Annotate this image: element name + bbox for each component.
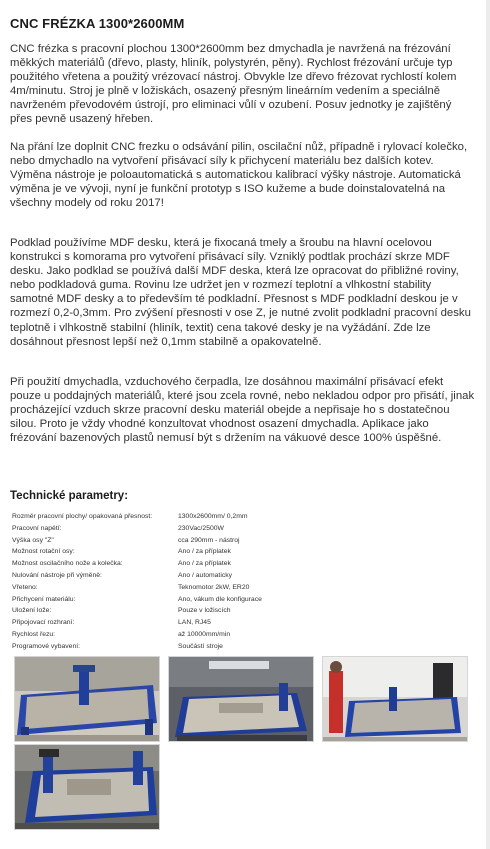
description-paragraph-3: Podklad používíme MDF desku, která je fixocaná tmely a šroubu na hlavní ocelovou konstrukci s komorama pro vytvoření přisávací síly. Vzniklý podtlak prochází skrze MDF desku. Jako podklad se používá další MDF deska, která lze opracovat do přibližné roviny, nebo podkladová guma. Rovinu lze udržet jen v rozmezí teplotní a vlhkostní stability samotné MDF desky a to především té podkladní. Přesnost s MDF podkladní deskou je v rozmezí 0,2-0,3mm. Pro zvýšení přesnosti v ose Z, je nutné zvolit podkladní pracovní desku teplotně i vlhkostně stabilní (hliník, textit) cena takové desky je na vyžádání. Zde lze dosáhnout přesnost lepší než 0,1mm stabilně a opakovatelně. [10,237,471,348]
cnc-machine-photo-icon [15,657,159,741]
table-row [10,546,262,558]
param-label: Připojovací rozhraní: [12,619,75,627]
scrollbar-track[interactable] [486,0,490,849]
params-table [10,511,262,653]
cnc-machine-photo-icon [15,745,159,829]
gallery-photo-2[interactable] [168,656,314,742]
param-label: Přichycení materiálu: [12,595,76,603]
param-value: Ano / za příplatek [178,560,231,568]
param-label: Nulování nástroje při výměně: [12,571,102,579]
cnc-machine-photo-icon [169,657,313,741]
param-value: 230Vac/2500W [178,524,224,532]
gallery-photo-3[interactable] [322,656,468,742]
table-row [10,570,262,582]
param-label: Rychlost řezu: [12,630,56,638]
table-row [10,511,262,523]
param-label: Možnost rotační osy: [12,548,75,556]
param-value: až 10000mm/min [178,630,231,638]
param-label: Výška osy "Z" [12,536,54,544]
param-label: Uložení lože: [12,607,52,615]
gallery-photo-1[interactable] [14,656,160,742]
param-value: Ano / za příplatek [178,548,231,556]
description-paragraph-1: CNC frézka s pracovní plochou 1300*2600mm bez dmychadla je navržená na frézování měkkých materiálů (dřevo, plasty, hliník, polystyrén, pěny). Rychlost frézování určuje typ použitého vřetena a použitý vrézovací nástroj. Obvykle lze dřevo frézovat rychlostí kolem 4m/minutu. Stroj je plně v ložiskách, osazený přesným lineárním vedením a speciálně navrženém převodovém ústrojí, pro eliminaci vůlí v ozubení. Posuv jednotky je zajištěný přes pevně usazený hřeben. [10,43,457,126]
table-row [10,641,262,653]
table-row [10,535,262,547]
param-value: Pouze v ložiscích [178,607,231,615]
description-paragraph-4: Při použití dmychadla, vzduchového čerpadla, lze dosáhnou maximální přisávací efekt pouze u poddajných materiálů, které jsou zcela rovné, nebo nekladou odpor pro přisátí, jinak procházející vzduch skrze pracovní desku materiál obejde a nepřisaje ho s dostatečnou silou. Proto je vždy vhodné konzultovat vhodnost osazení dmychadla. Aplikace jako frézování bazenových plastů nemusí být s držením na vákuové desce 100% úspěšné. [10,376,475,445]
table-row [10,617,262,629]
description-paragraph-2: Na přání lze doplnit CNC frezku o odsávání pilin, oscilační nůž, případně i rylovací kolečko, nebo dmychadlo na vytvoření přisávací síly k přichycení materiálu bez dalších kotev. Výměna nástroje je poloautomatická s automatickou kalibrací výšky nástroje. Automatická výměna je ve vývoji, nyní je funkční prototyp s ISO kužeme a bude doinstalovatelná na všechny modely od roku 2017! [10,141,468,210]
param-value: LAN, RJ45 [178,619,211,627]
param-value: Ano / automaticky [178,571,233,579]
param-label: Rozměr pracovní plochy/ opakovaná přesnost: [12,513,153,520]
table-row [10,594,262,606]
table-row [10,605,262,617]
page-title: CNC FRÉZKA 1300*2600MM [10,16,185,31]
param-label: Vřeteno: [12,583,38,591]
gallery-photo-4[interactable] [14,744,160,830]
param-value: cca 290mm - nástroj [178,536,240,544]
param-value: Teknomotor 2kW, ER20 [178,583,250,591]
params-heading: Technické parametry: [10,490,129,502]
cnc-machine-photo-icon [323,657,467,741]
param-value: 1300x2600mm/ 0,2mm [178,513,248,520]
table-row [10,582,262,594]
param-label: Programové vybavení: [12,642,81,650]
table-row [10,523,262,535]
param-label: Možnost oscilačního nože a kolečka: [12,560,123,568]
param-label: Pracovní napětí: [12,524,62,532]
param-value: Součástí stroje [178,642,223,650]
table-row [10,629,262,641]
table-row [10,558,262,570]
param-value: Ano, vákum dle konfigurace [178,595,262,603]
photo-gallery [10,653,480,833]
